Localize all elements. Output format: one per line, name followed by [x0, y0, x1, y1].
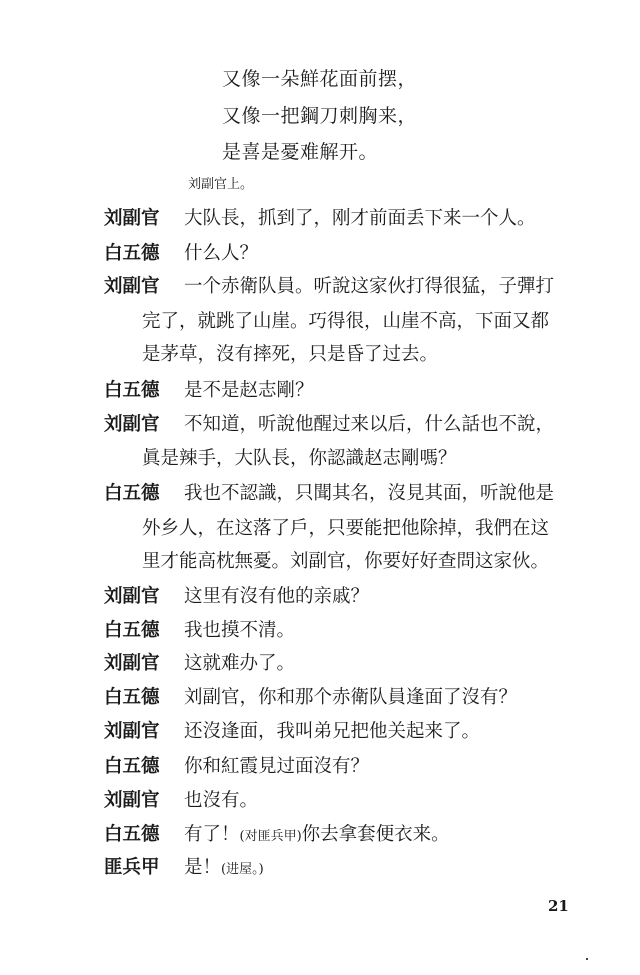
dialogue-text: 还沒逢面，我叫弟兄把他关起来了。: [184, 721, 481, 742]
dialogue-continuation: 是茅草，沒有摔死，只是昏了过去。: [142, 344, 439, 365]
speaker-name: 白五德: [104, 824, 160, 845]
dialogue-line: [104, 792, 258, 811]
dialogue-continuation: 外乡人，在这落了戶，只要能把他除掉，我們在这: [142, 518, 550, 539]
dialogue-line: [104, 485, 554, 504]
dialogue-line: [104, 622, 295, 641]
speaker-name: 白五德: [104, 243, 160, 264]
dialogue-continuation: 眞是辣手，大队長，你認識赵志剛嗎？: [142, 448, 457, 469]
dialogue-line: [104, 758, 369, 777]
dialogue-continuation: 里才能高枕無憂。刘副官，你要好好查問这家伙。: [142, 551, 550, 572]
speaker-name: 白五德: [104, 620, 160, 641]
speaker-name: 刘副官: [104, 721, 160, 742]
dialogue-line: [104, 655, 295, 674]
dialogue-text: 刘副官，你和那个赤衛队員逢面了沒有？: [184, 687, 518, 708]
dialogue-line: [104, 416, 554, 435]
speaker-name: 刘副官: [104, 653, 160, 674]
speaker-name: 刘副官: [104, 414, 160, 435]
dialogue-line: [104, 588, 369, 607]
print-speck: [586, 958, 588, 960]
dialogue-line: [104, 689, 517, 708]
dialogue-text: 我也摸不清。: [184, 620, 296, 641]
verse-line: 又像一朵鮮花面前摆，: [222, 68, 418, 90]
verse-line: 是喜是憂难解开。: [222, 141, 379, 163]
dialogue-line: [104, 382, 314, 401]
dialogue-text: 一个赤衛队員。听說这家伙打得很猛，子彈打: [184, 276, 555, 297]
speaker-name: 刘副官: [104, 790, 160, 811]
dialogue-text: 你和紅霞見过面沒有？: [184, 756, 370, 777]
dialogue-text: 这就难办了。: [184, 653, 296, 674]
dialogue-text: 你去拿套便衣来。: [301, 824, 450, 845]
dialogue-line: [104, 826, 450, 845]
speaker-name: 白五德: [104, 687, 160, 708]
speaker-name: 刘副官: [104, 208, 160, 229]
dialogue-line: [104, 245, 258, 264]
dialogue-text: 我也不認識，只聞其名，沒見其面，听說他是: [184, 483, 555, 504]
dialogue-line: [104, 210, 536, 229]
speaker-name: 白五德: [104, 380, 160, 401]
stage-direction: 刘副官上。: [188, 177, 254, 192]
dialogue-line: [104, 859, 264, 878]
speaker-name: 匪兵甲: [104, 857, 160, 878]
dialogue-text: 这里有沒有他的亲戚？: [184, 586, 370, 607]
dialogue-continuation: 完了，就跳了山崖。巧得很，山崖不高，下面又都: [142, 311, 550, 332]
dialogue-text: 是！: [184, 857, 222, 878]
dialogue-text: 大队長，抓到了，刚才前面丢下来一个人。: [184, 208, 536, 229]
dialogue-text: 是不是赵志剛？: [184, 380, 314, 401]
page-number: 21: [548, 897, 569, 915]
speaker-name: 刘副官: [104, 276, 160, 297]
dialogue-text: 也沒有。: [184, 790, 259, 811]
stage-aside: (对匪兵甲): [239, 829, 302, 844]
dialogue-line: [104, 278, 554, 297]
dialogue-text: 不知道，听說他醒过来以后，什么話也不說，: [184, 414, 555, 435]
dialogue-text: 什么人？: [184, 243, 259, 264]
speaker-name: 白五德: [104, 483, 160, 504]
stage-aside: (进屋。): [221, 862, 264, 877]
verse-line: 又像一把鋼刀刺胸来，: [222, 105, 418, 127]
speaker-name: 白五德: [104, 756, 160, 777]
dialogue-line: [104, 723, 480, 742]
speaker-name: 刘副官: [104, 586, 160, 607]
dialogue-text: 有了！: [184, 824, 240, 845]
